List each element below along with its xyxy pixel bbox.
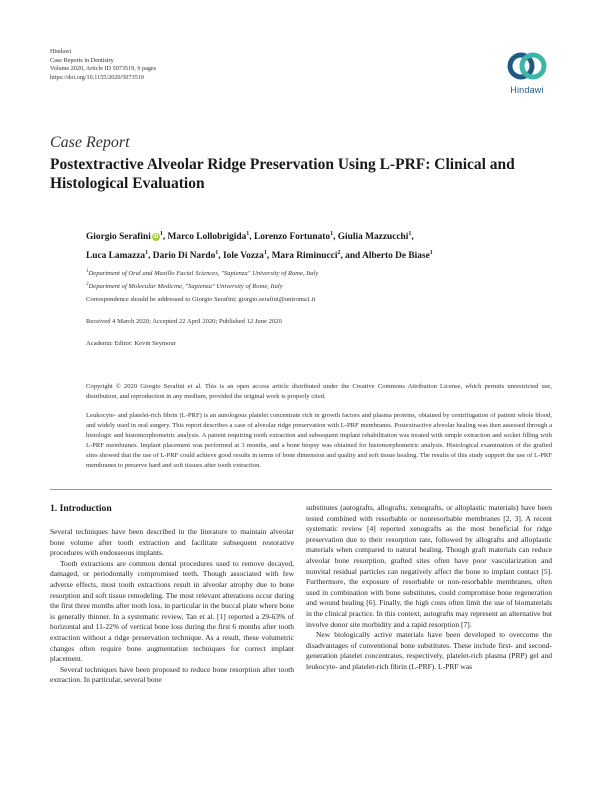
affiliations — [86, 266, 318, 292]
affiliation-2: $^2$Department of Molecular Medicine, "Sapienza" University of Rome, Italy — [86, 282, 283, 291]
publication-dates: Received 4 March 2020; Accepted 22 April 2020; Published 12 June 2020 — [86, 318, 282, 325]
journal-name: Case Reports in Dentistry — [50, 56, 114, 64]
author-name: Marco Lollobrigida — [167, 232, 247, 243]
author-name: Lorenzo Fortunato — [253, 232, 331, 243]
author-name: Dario Di Nardo — [152, 251, 216, 262]
author-affiliation-mark: 1 — [215, 250, 219, 257]
author-affiliation-mark: 1 — [246, 231, 250, 237]
author-name: Giorgio Serafini — [86, 232, 151, 243]
author-affiliation-mark: 1 — [330, 231, 334, 237]
hindawi-logo-icon — [506, 48, 548, 84]
correspondence: Correspondence should be addressed to Giorgio Serafini; giorgio.serafini@uniroma1.it — [86, 296, 316, 303]
copyright-notice: Copyright © 2020 Giorgio Serafini et al. This is an open access article distributed under the Creative Commons Attribution License, which permits unrestricted use, distribution, and reproduction in any medium, provided the original work is properly cited. — [86, 383, 552, 400]
article-type: Case Report — [50, 134, 130, 151]
body-column-right — [306, 503, 552, 673]
section-heading: 1. Introduction — [50, 503, 112, 514]
author-affiliation-mark: 2 — [337, 250, 341, 257]
body-column-left — [50, 527, 294, 686]
publisher-name: Hindawi — [50, 48, 72, 55]
author-affiliation-mark: 1 — [263, 250, 267, 257]
author-affiliation-mark: 1 — [145, 250, 149, 257]
paragraph: substitutes (autografts, allografts, xenografts, or alloplastic materials) have been tested combined with resorbable or nonresorbable membranes [2, 3]. A recent systematic review [4] reported xenografts as the most beneficial for ridge preservation due to their resorption rate, followed by allografts and alloplastic materials when compared to natural healing. Though graft materials can reduce alveolar bone resorption, grafted sites often have poor vascularization and nonvital residual particles can negatively affect the bone to implant contact [5]. Furthermore, the exposure of resorbable or non-resorbable membranes, often used in combination with bone substitutes, could compromise bone regeneration and wound healing [6]. Finally, the high costs often limit the use of biomaterials in the clinical practice. In this context, autografts may represent an alternative but involve donor site morbidity and a rapid resorption [7]. — [306, 503, 552, 629]
paragraph: Several techniques have been proposed to reduce bone resorption after tooth extraction. In particular, several bone — [50, 664, 294, 685]
author-affiliation-mark: 1 — [408, 231, 412, 237]
author-affiliation-mark: 1 — [159, 231, 163, 237]
divider — [50, 489, 552, 490]
paragraph: Tooth extractions are common dental procedures used to remove decayed, damaged, or periodontally compromised teeth. Though associated with few adverse effects, most tooth extractions result in alveolar atrophy due to bone resorption and soft tissue remodeling. The most relevant alterations occur during the first three months after tooth loss, in particular in the buccal plate where bone is generally thinner. In a systematic review, Tan et al. [1] reported a 29-63% of horizontal and 11-22% of vertical bone loss during the first 6 months after tooth extraction without a ridge preservation technique. As a result, these volumetric changes often require bone augmentation techniques for correct implant placement. — [50, 558, 294, 664]
paragraph: Several techniques have been described in the literature to maintain alveolar bone volume after tooth extraction and facilitate subsequent restorative procedures with endosseous implants. — [50, 527, 294, 558]
doi-link[interactable]: https://doi.org/10.1155/2020/5073519 — [50, 73, 144, 81]
affiliation-1: $^1$Department of Oral and Maxillo Facial Sciences, "Sapienza" University of Rome, Italy — [86, 269, 319, 278]
author-name: Alberto De Biase — [362, 251, 430, 262]
academic-editor: Academic Editor: Kevin Seymour — [86, 340, 176, 347]
volume-line: Volume 2020, Article ID 5073519, 6 pages — [50, 65, 157, 73]
orcid-icon[interactable]: iD — [153, 234, 159, 241]
author-name: Mara Riminucci — [271, 251, 338, 262]
abstract: Leukocyte- and platelet-rich fibrin (L-PRF) is an autologous platelet concentrate rich in growth factors and plasma proteins, obtained by centrifugation of patient whole blood, and widely used in oral surgery. This report describes a case of alveolar ridge preservation with L-PRF membranes. Postextractive alveolar healing was then assessed through a histologic and histomorphometric analysis. A patient requiring tooth extraction and subsequent implant rehabilitation was treated with simple extraction and socket filling with L-PRF membranes. Implant placement was performed at 3 months, and a bone biopsy was obtained for histomorphometric analysis. Histological examination of the grafted sites showed that the use of L-PRF could achieve good results in terms of bone dimension and quality and soft tissue healing. The results of this study support the use of L-PRF membranes to preserve hard and soft tissues after tooth extraction. — [86, 412, 552, 469]
author-name: Iole Vozza — [222, 251, 264, 262]
article-title: Postextractive Alveolar Ridge Preservation Using L-PRF: Clinical and Histological Evaluation — [50, 156, 515, 192]
hindawi-logo[interactable] — [502, 48, 552, 100]
paragraph: New biologically active materials have been developed to overcome the disadvantages of conventional bone substitutes. These include first- and second-generation platelet concentrates, respectively, platelet-rich plasma (PRP) gel and leukocyte- and platelet-rich fibrin (L-PRF). L-PRF was — [306, 630, 552, 671]
author-affiliation-mark: 1 — [429, 250, 433, 257]
logo-wordmark: Hindawi — [510, 85, 544, 95]
author-name: Giulia Mazzucchi — [337, 232, 409, 243]
journal-info — [50, 48, 156, 82]
author-list: Giorgio Serafini $iD^1$, Marco Lollobrigida$^1$, Lorenzo Fortunato$^1$, Giulia Mazzucchi$^1$, Luca Lamazza$^1$, Dario Di Nardo$^1$, Iole Vozza$^1$, Mara Riminucci$^2$, and Alberto De Biase$^1$ — [86, 231, 433, 262]
author-name: Luca Lamazza — [86, 251, 146, 262]
